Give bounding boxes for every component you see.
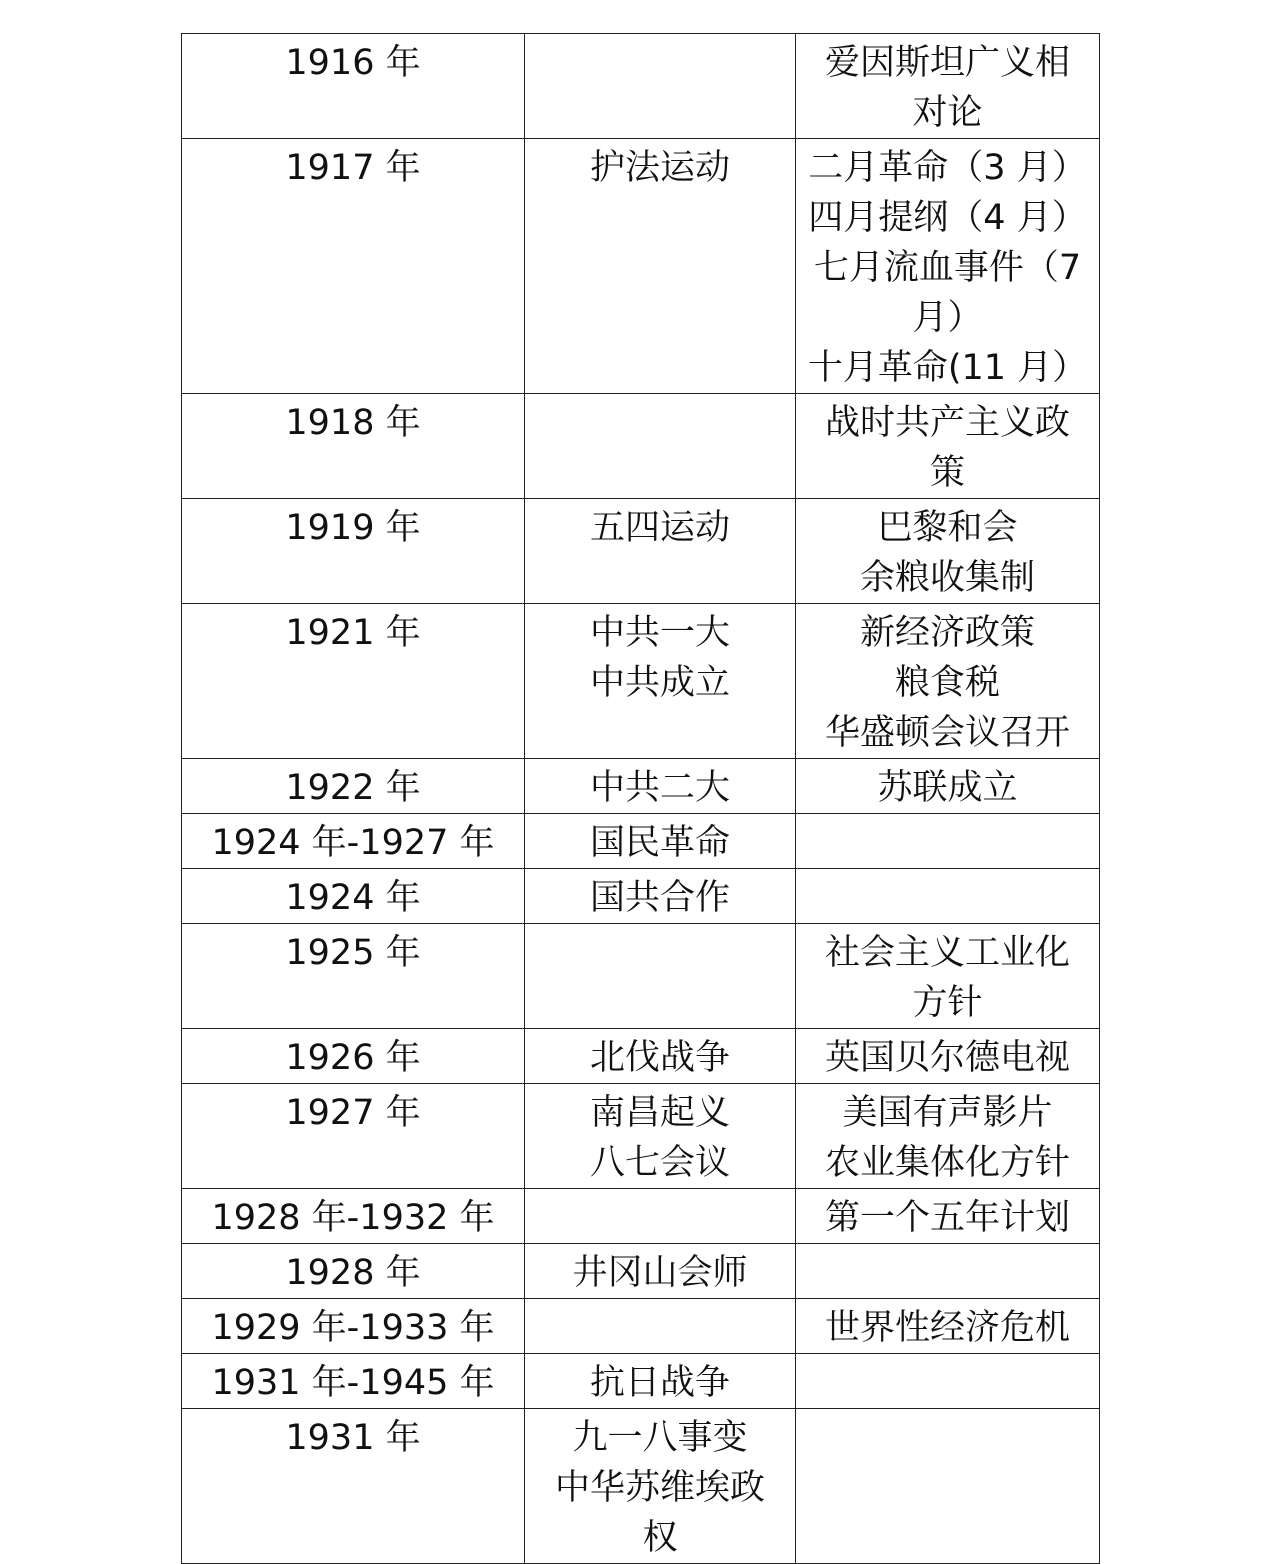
year-cell: 1922 年	[182, 759, 525, 814]
china-event-line: 中华苏维埃政	[554, 1468, 765, 1508]
china-event-cell	[525, 924, 796, 1029]
china-event-cell	[525, 814, 796, 869]
year-cell: 1927 年	[182, 1084, 525, 1189]
world-event-cell	[796, 34, 1100, 139]
world-event-line: 二月革命（3 月）	[808, 148, 1087, 188]
year-cell: 1918 年	[182, 394, 525, 499]
world-event-cell	[796, 1029, 1100, 1084]
china-event-line: 护法运动	[589, 148, 730, 188]
table-row	[182, 759, 1100, 814]
world-event-cell	[796, 759, 1100, 814]
china-event-line: 北伐战争	[589, 1038, 730, 1078]
year-cell: 1929 年-1933 年	[182, 1299, 525, 1354]
china-event-line: 抗日战争	[589, 1363, 730, 1403]
table-row	[182, 1189, 1100, 1244]
world-event-line: 华盛顿会议召开	[824, 713, 1070, 753]
year-cell: 1928 年	[182, 1244, 525, 1299]
world-event-line: 巴黎和会	[877, 508, 1018, 548]
world-event-cell	[796, 1084, 1100, 1189]
china-event-line: 九一八事变	[572, 1418, 748, 1458]
world-event-cell	[796, 869, 1100, 924]
world-event-cell	[796, 924, 1100, 1029]
world-event-line: 新经济政策	[859, 613, 1035, 653]
year-cell: 1931 年-1945 年	[182, 1354, 525, 1409]
world-event-cell	[796, 394, 1100, 499]
china-event-cell	[525, 604, 796, 759]
world-event-line: 第一个五年计划	[824, 1198, 1070, 1238]
china-event-cell	[525, 1354, 796, 1409]
world-event-line: 策	[929, 453, 965, 493]
year-cell: 1924 年	[182, 869, 525, 924]
world-event-line: 余粮收集制	[859, 558, 1035, 598]
table-row	[182, 1084, 1100, 1189]
table-row	[182, 394, 1100, 499]
world-event-line: 爱因斯坦广义相	[824, 43, 1070, 83]
year-cell: 1925 年	[182, 924, 525, 1029]
world-event-line: 社会主义工业化	[824, 933, 1070, 973]
year-cell: 1928 年-1932 年	[182, 1189, 525, 1244]
china-event-cell	[525, 499, 796, 604]
timeline-body	[182, 34, 1100, 1564]
world-event-line: 粮食税	[894, 663, 1000, 703]
year-cell: 1919 年	[182, 499, 525, 604]
world-event-line: 四月提纲（4 月）	[808, 198, 1087, 238]
china-event-cell	[525, 759, 796, 814]
world-event-line: 农业集体化方针	[824, 1143, 1070, 1183]
table-row	[182, 814, 1100, 869]
china-event-cell	[525, 1299, 796, 1354]
china-event-line: 中共二大	[589, 768, 730, 808]
table-row	[182, 1354, 1100, 1409]
china-event-line: 中共成立	[589, 663, 730, 703]
world-event-cell	[796, 604, 1100, 759]
world-event-line: 方针	[912, 983, 983, 1023]
china-event-cell	[525, 1189, 796, 1244]
year-cell: 1931 年	[182, 1409, 525, 1564]
year-cell: 1921 年	[182, 604, 525, 759]
world-event-cell	[796, 1189, 1100, 1244]
china-event-line: 权	[642, 1518, 678, 1558]
world-event-line: 苏联成立	[877, 768, 1018, 808]
table-row	[182, 499, 1100, 604]
world-event-line: 十月革命(11 月）	[807, 348, 1088, 388]
timeline-table	[181, 33, 1100, 1564]
china-event-line: 中共一大	[589, 613, 730, 653]
china-event-cell	[525, 34, 796, 139]
world-event-line: 月）	[912, 298, 983, 338]
china-event-line: 八七会议	[589, 1143, 730, 1183]
china-event-cell	[525, 1409, 796, 1564]
china-event-line: 国民革命	[589, 823, 730, 863]
table-row	[182, 604, 1100, 759]
world-event-cell	[796, 1354, 1100, 1409]
table-row	[182, 1244, 1100, 1299]
china-event-cell	[525, 1029, 796, 1084]
china-event-cell	[525, 1244, 796, 1299]
world-event-cell	[796, 1244, 1100, 1299]
world-event-line: 美国有声影片	[842, 1093, 1053, 1133]
table-row	[182, 34, 1100, 139]
world-event-cell	[796, 1409, 1100, 1564]
china-event-cell	[525, 1084, 796, 1189]
year-cell: 1917 年	[182, 139, 525, 394]
world-event-cell	[796, 814, 1100, 869]
year-cell: 1924 年-1927 年	[182, 814, 525, 869]
table-row	[182, 1299, 1100, 1354]
china-event-line: 井冈山会师	[572, 1253, 748, 1293]
china-event-cell	[525, 394, 796, 499]
china-event-cell	[525, 869, 796, 924]
world-event-cell	[796, 1299, 1100, 1354]
world-event-cell	[796, 139, 1100, 394]
table-row	[182, 1029, 1100, 1084]
world-event-line: 战时共产主义政	[824, 403, 1070, 443]
world-event-line: 七月流血事件（7	[813, 248, 1082, 288]
china-event-line: 南昌起义	[589, 1093, 730, 1133]
table-row	[182, 924, 1100, 1029]
china-event-line: 国共合作	[589, 878, 730, 918]
china-event-line: 五四运动	[589, 508, 730, 548]
table-row	[182, 869, 1100, 924]
world-event-cell	[796, 499, 1100, 604]
world-event-line: 英国贝尔德电视	[824, 1038, 1070, 1078]
china-event-cell	[525, 139, 796, 394]
table-row	[182, 1409, 1100, 1564]
world-event-line: 对论	[912, 93, 983, 133]
year-cell: 1916 年	[182, 34, 525, 139]
table-row	[182, 139, 1100, 394]
year-cell: 1926 年	[182, 1029, 525, 1084]
world-event-line: 世界性经济危机	[824, 1308, 1070, 1348]
